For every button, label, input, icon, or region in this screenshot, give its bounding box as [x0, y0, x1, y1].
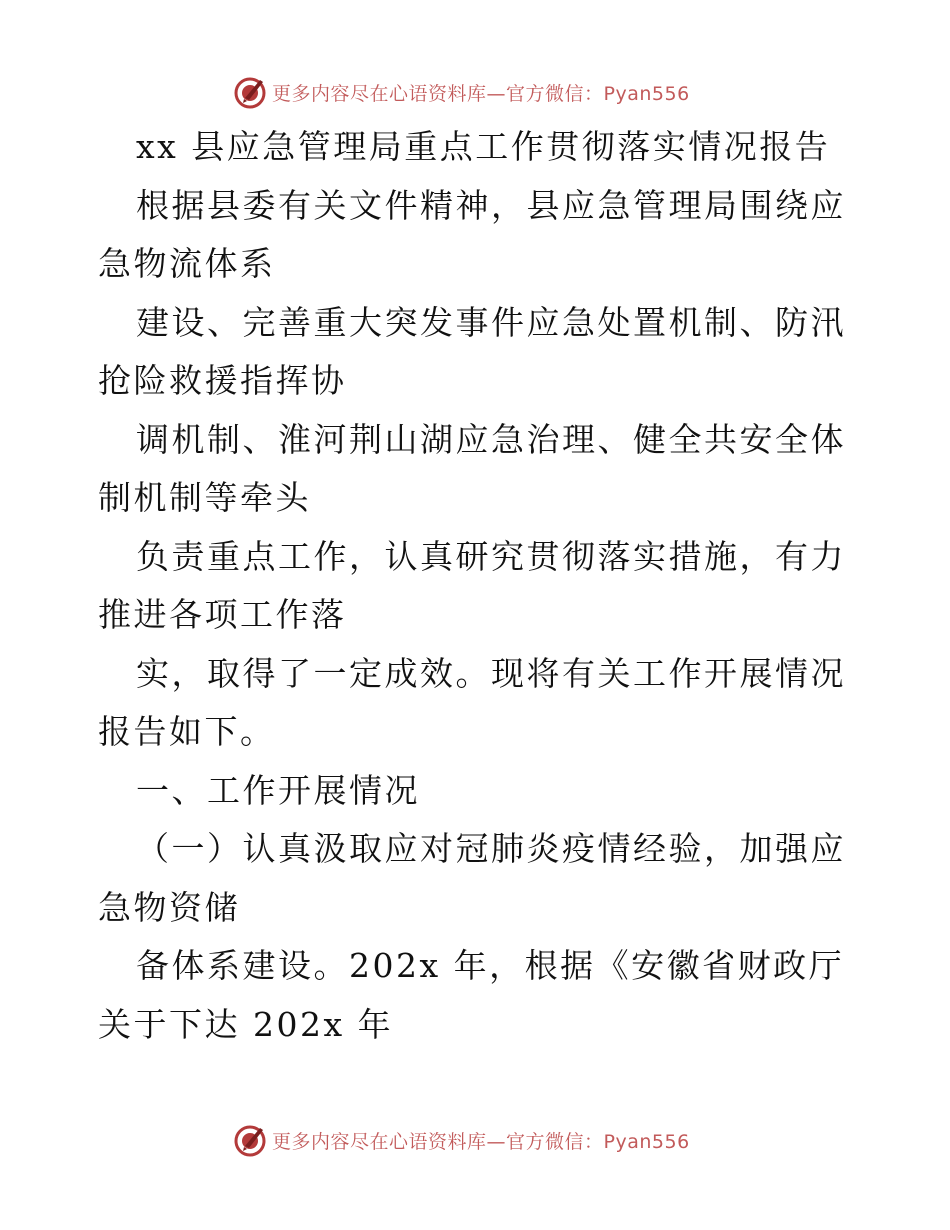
document-title: xx 县应急管理局重点工作贯彻落实情况报告	[136, 127, 831, 166]
header-watermark	[232, 72, 690, 112]
section-heading: 一、工作开展情况	[136, 770, 420, 810]
quill-seal-logo-icon	[232, 1122, 268, 1158]
footer-watermark	[232, 1120, 690, 1160]
paragraph: 建设、完善重大突发事件应急处置机制、防汛抢险救援指挥协	[98, 302, 846, 400]
paragraph: 调机制、淮河荆山湖应急治理、健全共安全体制机制等牵头	[98, 419, 846, 517]
quill-seal-logo-icon	[232, 74, 268, 110]
paragraph: 根据县委有关文件精神，县应急管理局围绕应急物流体系	[98, 185, 846, 283]
paragraph: 实，取得了一定成效。现将有关工作开展情况报告如下。	[98, 653, 846, 751]
watermark-text: 更多内容尽在心语资料库—官方微信：Pyan556	[272, 82, 690, 105]
paragraph: （一）认真汲取应对冠肺炎疫情经验，加强应急物资储	[98, 829, 846, 927]
paragraph: 备体系建设。202x 年，根据《安徽省财政厅关于下达 202x 年	[98, 946, 845, 1044]
watermark-text: 更多内容尽在心语资料库—官方微信：Pyan556	[272, 1130, 690, 1153]
document-body	[98, 118, 853, 1054]
paragraph: 负责重点工作，认真研究贯彻落实措施，有力推进各项工作落	[98, 536, 846, 634]
